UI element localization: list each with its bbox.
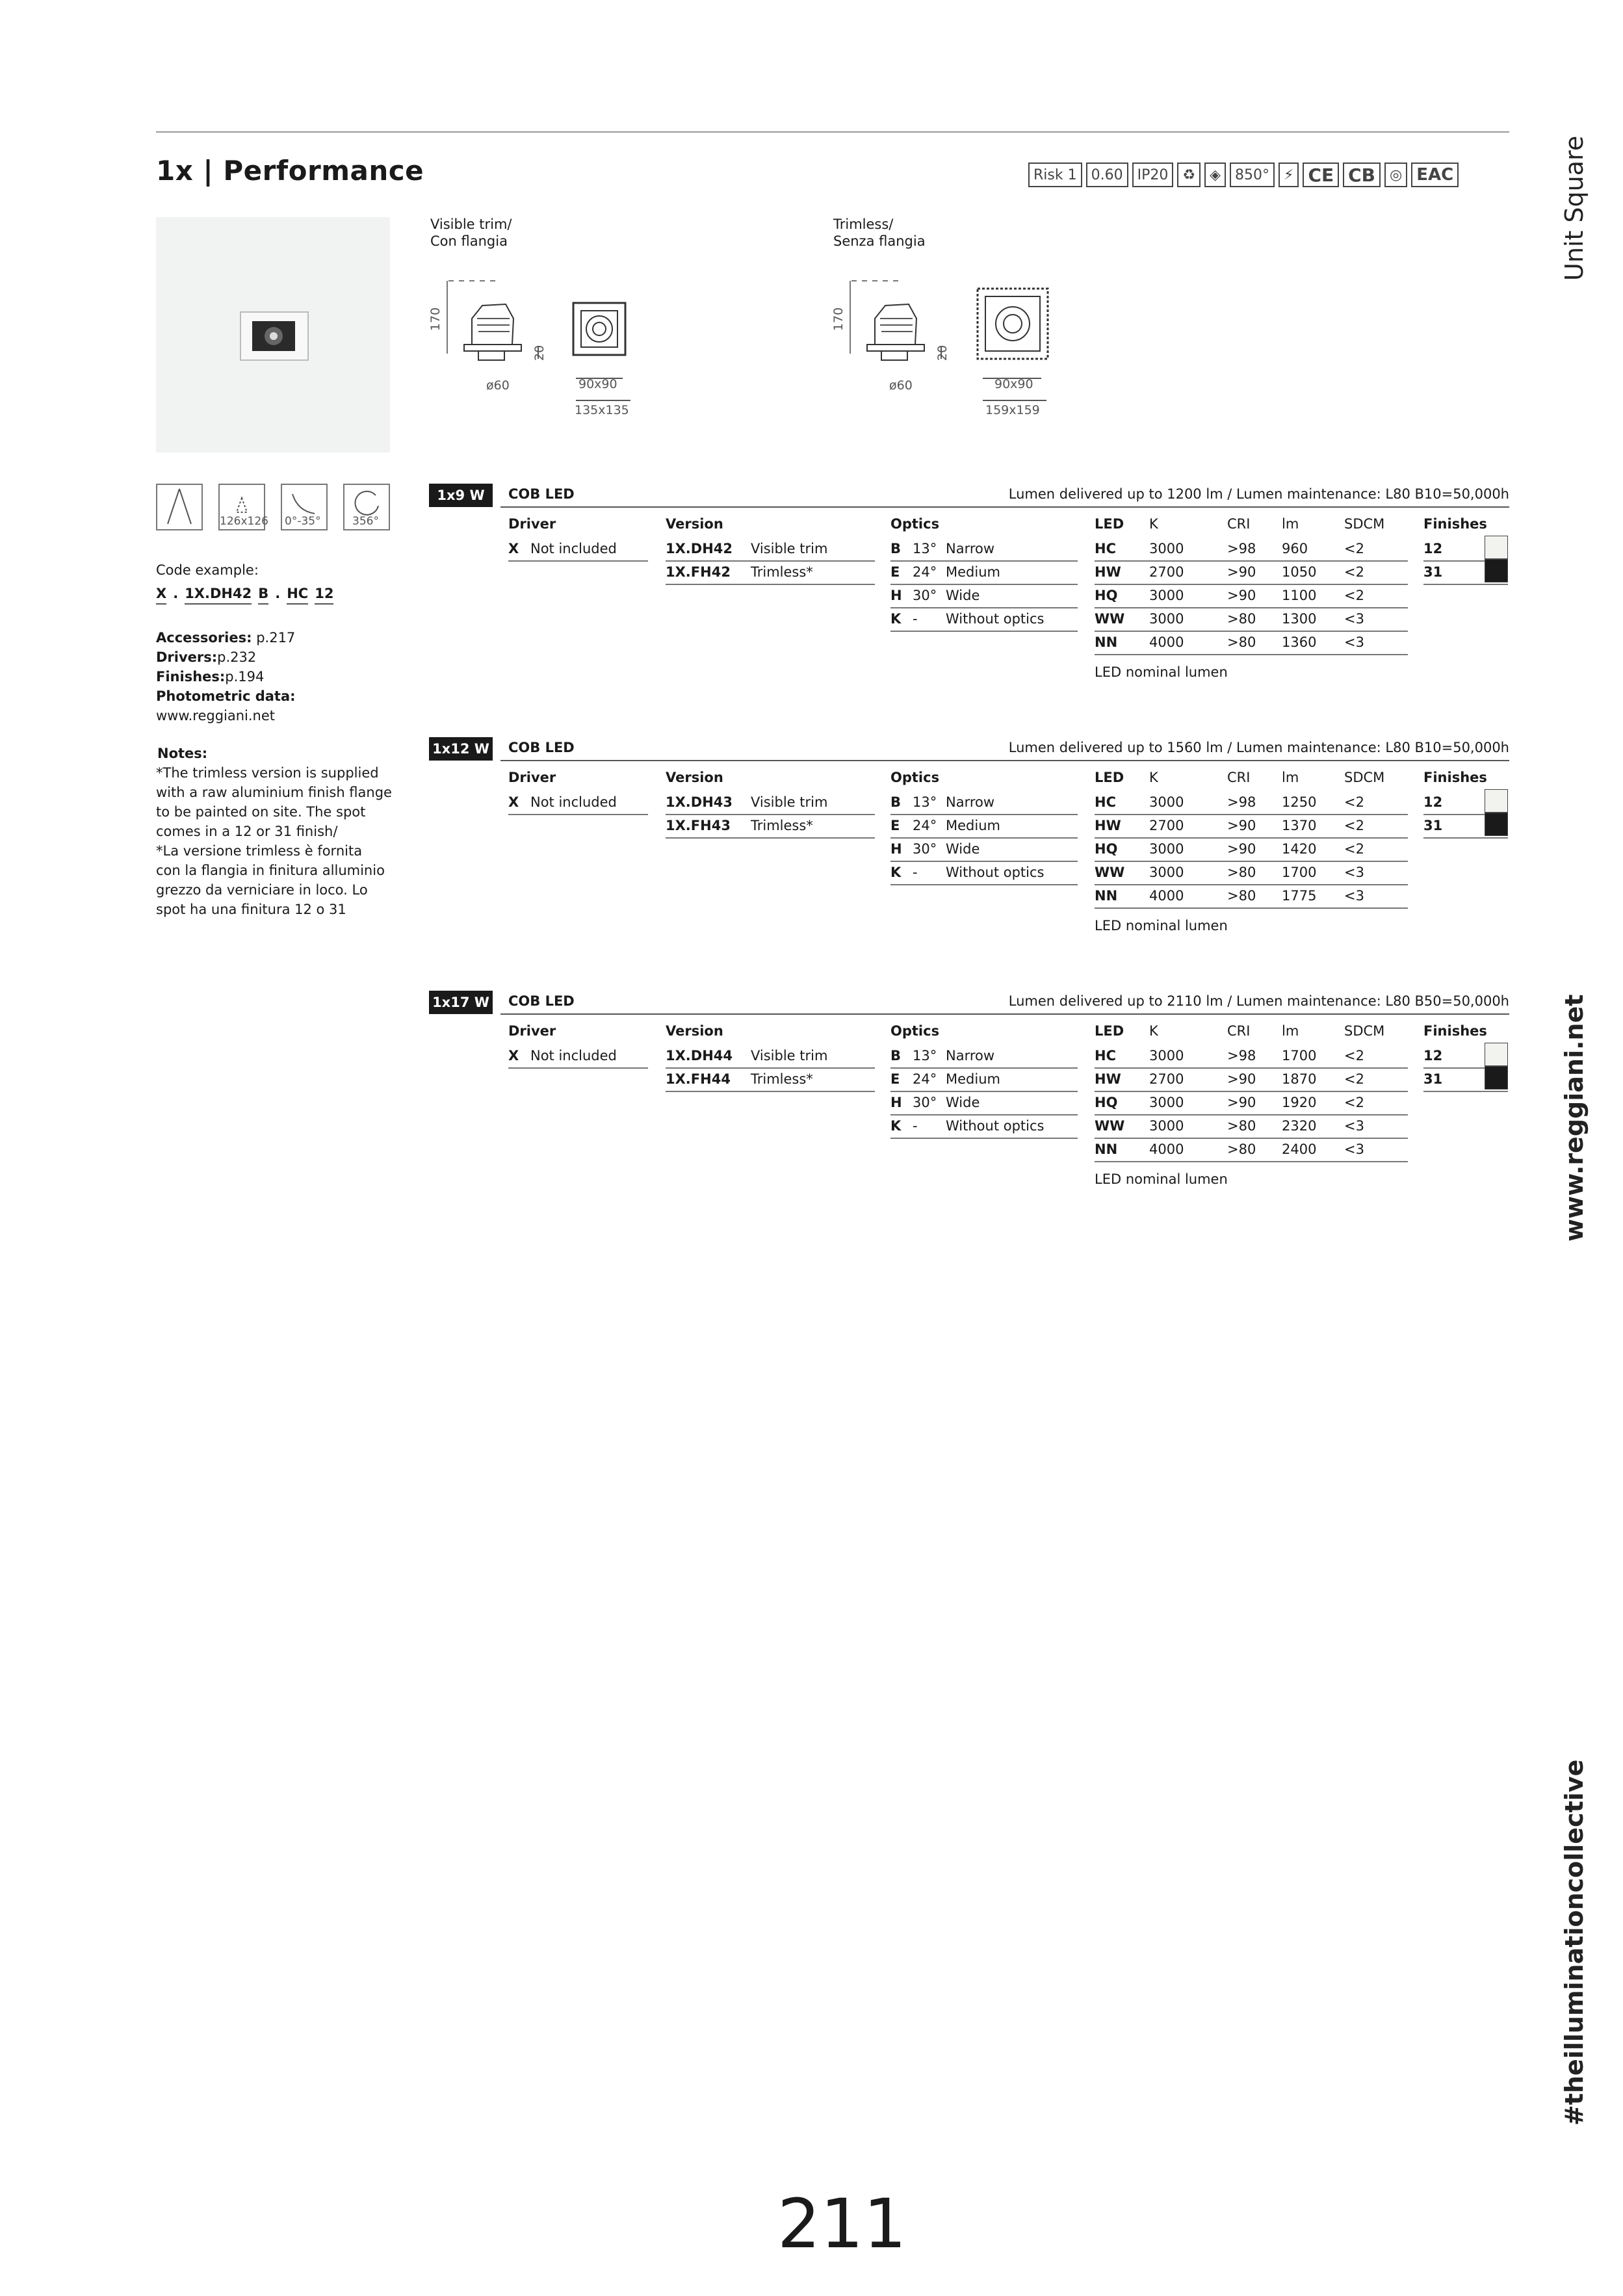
visible-inner-dim: 90x90 [578,377,617,391]
note-line: comes in a 12 or 31 finish/ [156,824,338,839]
trimless-depth-dim: 20 [935,345,950,361]
sdcm-header: SDCM [1344,1023,1385,1039]
eac-mark-icon: EAC [1411,163,1459,187]
row-rule [1095,814,1408,815]
optic-code: K [890,865,902,880]
note-line: con la flangia in finitura alluminio [156,863,385,878]
section-rule [500,760,1509,761]
sdcm-header: SDCM [1344,770,1385,785]
wattage-tag: 1x9 W [429,484,493,507]
row-rule [1423,1091,1508,1092]
version-header: Version [666,516,723,532]
led-lumen: 1300 [1282,611,1317,627]
led-lumen: 1700 [1282,865,1317,880]
row-rule [1095,560,1408,562]
led-sdcm: <3 [1344,888,1364,904]
led-type: COB LED [508,993,575,1009]
accessories-label: Accessories: [156,630,252,646]
led-kelvin: 3000 [1149,794,1184,810]
led-code: WW [1095,1118,1125,1134]
optic-angle: 30° [913,1095,937,1110]
risk-badge: Risk 1 [1028,163,1082,187]
row-rule [508,1067,648,1069]
conformity-icon: ◎ [1384,163,1407,187]
row-rule [890,584,1078,585]
code-part-dot2: . [275,586,281,601]
section-rule [500,1013,1509,1015]
led-code: HW [1095,564,1121,580]
optic-label: Without optics [946,865,1045,880]
led-code: HC [1095,794,1116,810]
led-lumen: 1360 [1282,634,1317,650]
optic-label: Medium [946,564,1000,580]
row-rule [890,884,1078,885]
optic-code: E [890,1071,900,1087]
row-rule [1095,1067,1408,1069]
led-cri: >90 [1227,1095,1256,1110]
led-sdcm: <2 [1344,1071,1364,1087]
finish-swatch [1485,1043,1508,1066]
optic-label: Narrow [946,1048,995,1063]
row-rule [890,814,1078,815]
row-rule [1095,907,1408,909]
led-header: LED [1095,1023,1124,1039]
optic-label: Narrow [946,794,995,810]
cb-mark-icon: CB [1343,163,1381,187]
notes-block [156,744,392,919]
optic-angle: 13° [913,1048,937,1063]
led-header: LED [1095,770,1124,785]
led-sdcm: <2 [1344,818,1364,833]
version-code: 1X.DH44 [666,1048,733,1063]
led-type: COB LED [508,486,575,502]
row-rule [666,560,875,562]
led-sdcm: <2 [1344,794,1364,810]
led-kelvin: 4000 [1149,888,1184,904]
led-sdcm: <2 [1344,1048,1364,1063]
driver-label: Not included [530,541,617,556]
led-kelvin: 4000 [1149,1141,1184,1157]
finish-swatch [1485,789,1508,813]
code-part-dot: . [173,586,179,601]
finish-swatch [1485,813,1508,836]
led-code: NN [1095,634,1118,650]
version-code: 1X.FH43 [666,818,731,833]
led-cri: >80 [1227,888,1256,904]
temp-badge: 850° [1230,163,1275,187]
row-rule [1095,654,1408,655]
finish-code: 31 [1423,1071,1443,1087]
row-rule [666,584,875,585]
led-sdcm: <3 [1344,634,1364,650]
note-line: *The trimless version is supplied [156,765,379,781]
led-sdcm: <2 [1344,541,1364,556]
optic-label: Medium [946,1071,1000,1087]
led-code: HQ [1095,1095,1118,1110]
optic-code: B [890,541,902,556]
code-part-optic: B [258,584,268,605]
section-rule [500,506,1509,508]
drivers-label: Drivers: [156,649,218,665]
version-header: Version [666,1023,723,1039]
finish-code: 12 [1423,1048,1443,1063]
led-cri: >98 [1227,794,1256,810]
led-code: NN [1095,888,1118,904]
row-rule [890,861,1078,862]
finish-swatch [1485,559,1508,582]
wattage-tag: 1x17 W [429,991,493,1014]
optic-label: Medium [946,818,1000,833]
optic-label: Without optics [946,611,1045,627]
optics-header: Optics [890,516,940,532]
led-lumen: 1250 [1282,794,1317,810]
led-lumen: 1775 [1282,888,1317,904]
optic-label: Narrow [946,541,995,556]
led-kelvin: 3000 [1149,588,1184,603]
led-sdcm: <3 [1344,1118,1364,1134]
k-header: K [1149,770,1158,785]
led-kelvin: 3000 [1149,1118,1184,1134]
row-rule [890,607,1078,608]
led-lumen: 1920 [1282,1095,1317,1110]
row-rule [1095,884,1408,885]
product-image [156,217,390,452]
row-rule [1423,837,1508,839]
row-rule [1095,837,1408,839]
optic-label: Without optics [946,1118,1045,1134]
rotation-label: 356° [352,515,379,528]
version-label: Trimless* [751,1071,813,1087]
code-example-label: Code example: [156,562,259,578]
led-lumen: 2400 [1282,1141,1317,1157]
optics-header: Optics [890,770,940,785]
optics-header: Optics [890,1023,940,1039]
lumen-info: Lumen delivered up to 1200 lm / Lumen maintenance: L80 B10=50,000h [1008,486,1509,502]
led-sdcm: <2 [1344,841,1364,857]
side-label-website: www.reggiani.net [1560,994,1589,1242]
optic-code: H [890,588,902,603]
cutout-label: 126x126 [220,515,268,528]
led-cri: >80 [1227,1141,1256,1157]
driver-code: X [508,1048,519,1063]
visible-hole-dim: ø60 [486,378,510,393]
optic-angle: 24° [913,1071,937,1087]
led-code: HC [1095,541,1116,556]
k-header: K [1149,516,1158,532]
ip-badge: IP20 [1132,163,1174,187]
optic-angle: 30° [913,588,937,603]
led-code: HW [1095,1071,1121,1087]
led-cri: >80 [1227,1118,1256,1134]
cutout-icon [218,484,268,530]
led-note: LED nominal lumen [1095,918,1228,933]
led-lumen: 960 [1282,541,1308,556]
led-kelvin: 2700 [1149,818,1184,833]
lm-header: lm [1282,770,1299,785]
note-line: *La versione trimless è fornita [156,843,363,859]
led-cri: >98 [1227,541,1256,556]
code-part-driver: X [156,584,166,605]
wattage-tag: 1x12 W [429,737,493,761]
row-rule [1095,1091,1408,1092]
row-rule [508,814,648,815]
trimless-title: Trimless/ Senza flangia [833,216,926,249]
led-sdcm: <2 [1344,1095,1364,1110]
led-header: LED [1095,516,1124,532]
led-kelvin: 3000 [1149,611,1184,627]
led-cri: >98 [1227,1048,1256,1063]
driver-label: Not included [530,794,617,810]
led-code: WW [1095,865,1125,880]
driver-header: Driver [508,1023,556,1039]
cri-header: CRI [1227,1023,1251,1039]
optic-angle: 30° [913,841,937,857]
row-rule [508,560,648,562]
lumen-info: Lumen delivered up to 1560 lm / Lumen maintenance: L80 B10=50,000h [1008,740,1509,755]
optic-angle: - [913,611,918,627]
rotation-icon [343,484,390,530]
led-sdcm: <3 [1344,1141,1364,1157]
version-code: 1X.DH42 [666,541,733,556]
driver-label: Not included [530,1048,617,1063]
row-rule [1095,861,1408,862]
row-rule [890,1067,1078,1069]
led-kelvin: 2700 [1149,564,1184,580]
led-cri: >90 [1227,841,1256,857]
optic-code: K [890,611,902,627]
finishes-header: Finishes [1423,1023,1487,1039]
version-code: 1X.FH44 [666,1071,731,1087]
led-note: LED nominal lumen [1095,1171,1228,1187]
trimless-hole-dim: ø60 [889,378,913,393]
version-label: Trimless* [751,564,813,580]
note-line: with a raw aluminium finish flange [156,785,392,800]
note-line: spot ha una finitura 12 o 31 [156,902,346,917]
code-example [156,584,333,605]
led-lumen: 2320 [1282,1118,1317,1134]
version-header: Version [666,770,723,785]
optic-code: H [890,841,902,857]
version-code: 1X.FH42 [666,564,731,580]
optic-code: E [890,818,900,833]
led-lumen: 1420 [1282,841,1317,857]
led-note: LED nominal lumen [1095,664,1228,680]
row-rule [666,814,875,815]
led-sdcm: <3 [1344,611,1364,627]
side-label-product: Unit Square [1560,135,1589,281]
finish-code: 31 [1423,818,1443,833]
finish-code: 12 [1423,541,1443,556]
led-cri: >90 [1227,1071,1256,1087]
led-cri: >80 [1227,611,1256,627]
led-code: WW [1095,611,1125,627]
visible-depth-dim: 20 [532,345,547,361]
row-rule [890,1091,1078,1092]
led-cri: >80 [1227,865,1256,880]
version-label: Trimless* [751,818,813,833]
driver-header: Driver [508,770,556,785]
optic-angle: - [913,865,918,880]
finishes-label: Finishes: [156,669,226,685]
row-rule [1423,584,1508,585]
finish-code: 12 [1423,794,1443,810]
finish-swatch [1485,1066,1508,1089]
led-code: NN [1095,1141,1118,1157]
led-lumen: 1050 [1282,564,1317,580]
optic-angle: 24° [913,818,937,833]
led-kelvin: 3000 [1149,841,1184,857]
top-divider [156,131,1509,133]
optic-angle: 13° [913,541,937,556]
finishes-value: p.194 [225,669,265,685]
row-rule [1095,1114,1408,1115]
page-number: 211 [777,2184,907,2263]
row-rule [1095,1161,1408,1162]
finishes-header: Finishes [1423,516,1487,532]
trimless-inner-dim: 90x90 [994,377,1033,391]
cri-header: CRI [1227,770,1251,785]
references-block [156,628,296,725]
row-rule [890,560,1078,562]
code-part-version: 1X.DH42 [185,584,252,605]
row-rule [890,1114,1078,1115]
optic-angle: 24° [913,564,937,580]
sdcm-header: SDCM [1344,516,1385,532]
finish-swatch [1485,536,1508,559]
optic-angle: - [913,1118,918,1134]
recycle-icon: ♻ [1177,163,1201,187]
led-lumen: 1370 [1282,818,1317,833]
led-cri: >80 [1227,634,1256,650]
led-kelvin: 3000 [1149,865,1184,880]
side-label-hashtag: #theilluminationcollective [1560,1759,1589,2126]
note-line: grezzo da verniciare in loco. Lo [156,882,368,898]
weight-badge: 0.60 [1086,163,1128,187]
ce-mark-icon: CE [1303,163,1339,187]
led-code: HW [1095,818,1121,833]
row-rule [890,837,1078,839]
tilt-label: 0°-35° [285,515,321,528]
product-photo [156,217,390,452]
driver-code: X [508,541,519,556]
lm-header: lm [1282,516,1299,532]
visible-height-dim: 170 [428,307,443,332]
code-part-finish: 12 [315,584,333,605]
led-sdcm: <2 [1344,564,1364,580]
row-rule [666,1067,875,1069]
driver-header: Driver [508,516,556,532]
version-label: Visible trim [751,541,828,556]
optic-angle: 13° [913,794,937,810]
row-rule [1095,631,1408,632]
row-rule [666,837,875,839]
optic-label: Wide [946,841,980,857]
row-rule [1095,1138,1408,1139]
optic-label: Wide [946,1095,980,1110]
optic-code: H [890,1095,902,1110]
k-header: K [1149,1023,1158,1039]
row-rule [1095,584,1408,585]
led-kelvin: 3000 [1149,1095,1184,1110]
led-cri: >90 [1227,564,1256,580]
finish-code: 31 [1423,564,1443,580]
photometric-label: Photometric data: [156,688,296,704]
finishes-header: Finishes [1423,770,1487,785]
led-code: HQ [1095,588,1118,603]
optic-code: B [890,794,902,810]
optic-label: Wide [946,588,980,603]
no-cover-icon: ⚡ [1279,163,1299,187]
led-sdcm: <3 [1344,865,1364,880]
row-rule [890,631,1078,632]
visible-trim-title: Visible trim/ Con flangia [430,216,512,249]
led-kelvin: 2700 [1149,1071,1184,1087]
page-title: 1x | Performance [156,155,424,187]
version-label: Visible trim [751,1048,828,1063]
led-lumen: 1100 [1282,588,1317,603]
led-cri: >90 [1227,818,1256,833]
row-rule [890,1138,1078,1139]
note-line: to be painted on site. The spot [156,804,366,820]
notes-label: Notes: [157,746,208,761]
lumen-info: Lumen delivered up to 2110 lm / Lumen maintenance: L80 B50=50,000h [1008,993,1509,1009]
version-code: 1X.DH43 [666,794,733,810]
led-cri: >90 [1227,588,1256,603]
driver-code: X [508,794,519,810]
led-code: HQ [1095,841,1118,857]
beam-angle-icon [156,484,203,530]
accessories-value: p.217 [256,630,296,646]
drivers-value: p.232 [217,649,257,665]
trimless-height-dim: 170 [831,307,846,332]
row-rule [666,1091,875,1092]
visible-outer-dim: 135x135 [575,403,629,417]
version-label: Visible trim [751,794,828,810]
led-kelvin: 3000 [1149,1048,1184,1063]
lm-header: lm [1282,1023,1299,1039]
optic-code: K [890,1118,902,1134]
code-part-led: HC [287,584,308,605]
led-code: HC [1095,1048,1116,1063]
photometric-value: www.reggiani.net [156,708,276,724]
optic-code: B [890,1048,902,1063]
led-kelvin: 3000 [1149,541,1184,556]
cri-header: CRI [1227,516,1251,532]
trimless-outer-dim: 159x159 [985,403,1040,417]
tilt-icon [281,484,328,530]
certification-row [1028,163,1459,187]
optic-code: E [890,564,900,580]
led-type: COB LED [508,740,575,755]
class-iii-icon: ◈ [1204,163,1226,187]
row-rule [1095,607,1408,608]
led-kelvin: 4000 [1149,634,1184,650]
led-lumen: 1870 [1282,1071,1317,1087]
led-lumen: 1700 [1282,1048,1317,1063]
led-sdcm: <2 [1344,588,1364,603]
